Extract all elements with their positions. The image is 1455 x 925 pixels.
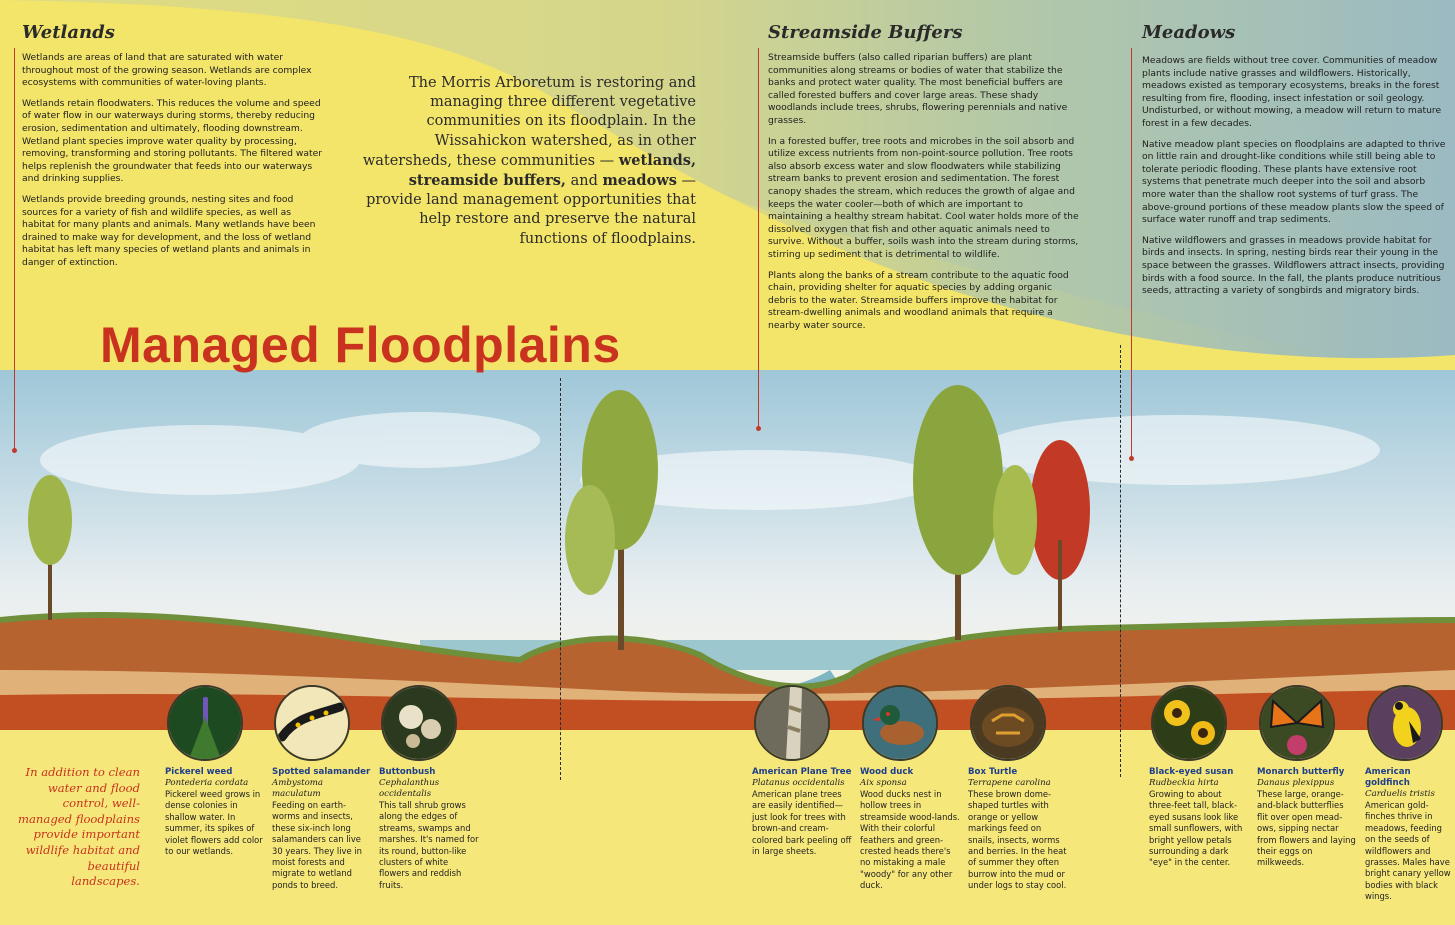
- species-description: Growing to about three-feet tall, black-eyed susans look like small sunflowers, with bright yellow petals surrounding a dark "eye" in the center.: [1149, 789, 1243, 868]
- species-description: This tall shrub grows along the edges of streams, swamps and marshes. It's named for its round, button-like clusters of white flowers and reddish fruits.: [379, 800, 479, 890]
- species-name: Black-eyed susan: [1149, 767, 1234, 777]
- species-name: American goldfinch: [1365, 767, 1411, 788]
- intro-text: [360, 74, 696, 249]
- intro-part: — provide land management opportunities that help restore and preserve the natural functions of floodplains.: [366, 173, 696, 247]
- wetlands-paragraph: Wetlands retain floodwaters. This reduces the volume and speed of water flow in our waterways during storms, thereby reducing erosion, sedimentation and ultimately, flooding downstream. Wetland plant species improve water quality by processing, removing, transforming and storing pollutants. The filtered water helps replenish the groundwater that feeds into our waterways and drinking supplies.: [22, 97, 322, 185]
- monarch-photo: [1259, 685, 1335, 761]
- species-card-box-turtle: [968, 685, 1068, 892]
- species-card-wood-duck: [860, 685, 960, 892]
- buffers-title: Streamside Buffers: [768, 22, 963, 43]
- meadows-marker-dot: [1129, 456, 1134, 461]
- species-description: Feeding on earth-worms and insects, these six-inch long salamanders can live 30 years. They live in moist forests and migrate to wetland ponds to breed.: [272, 800, 362, 890]
- buffers-marker-line: [758, 48, 759, 428]
- buffers-text: [768, 52, 1080, 340]
- species-scientific-name: Cephalanthus occidentalis: [379, 778, 440, 799]
- species-scientific-name: Danaus plexippus: [1257, 778, 1335, 788]
- species-description: These brown dome-shaped turtles with orange or yellow markings feed on snails, insects, worms and berries. In the heat of summer they often burrow into the mud or under logs to stay cool.: [968, 789, 1067, 891]
- goldfinch-photo: [1367, 685, 1443, 761]
- species-card-black-eyed-susan: [1149, 685, 1249, 869]
- species-card-monarch-butterfly: [1257, 685, 1357, 869]
- divider-wetland-buffer: [560, 378, 561, 780]
- species-description: Pickerel weed grows in dense colonies in shallow water. In summer, its spikes of violet flowers add color to our wetlands.: [165, 789, 263, 857]
- buttonbush-photo: [381, 685, 457, 761]
- species-description: American plane trees are easily identified—just look for trees with brown-and cream-colored bark peeling off in large sheets.: [752, 789, 852, 857]
- page-title: Managed Floodplains: [100, 317, 621, 373]
- species-card-pickerel-weed: [165, 685, 265, 857]
- salamander-photo: [274, 685, 350, 761]
- wetlands-paragraph: Wetlands provide breeding grounds, nesting sites and food sources for a variety of fish and wildlife species, as well as habitat for many plants and animals. Many wetlands have been drained to make way for development, and the loss of wetland habitat has left many species of wetland plants and animals in danger of extinction.: [22, 193, 316, 268]
- wetlands-marker-dot: [12, 448, 17, 453]
- meadows-title: Meadows: [1142, 22, 1236, 43]
- intro-part: The Morris Arboretum is restoring and managing three different vegetative communities on its floodplain. In the Wissahickon watershed, as in other watersheds, these communities —: [362, 75, 696, 169]
- species-scientific-name: Platanus occidentalis: [752, 778, 845, 788]
- species-card-american-goldfinch: [1365, 685, 1453, 903]
- species-scientific-name: Ambystoma maculatum: [272, 778, 324, 799]
- meadows-paragraph: Meadows are fields without tree cover. Communities of meadow plants include native grasses and wildflowers. Historically, meadows existed as temporary ecosystems, breaks in the forest resulting from fire, flooding, insect infestation or soil geology. Undisturbed, or without mowing, a meadow will return to mature forest in a few decades.: [1142, 55, 1442, 129]
- black-eyed-susan-photo: [1151, 685, 1227, 761]
- species-name: Spotted salamander: [272, 767, 371, 777]
- plane-tree-photo: [754, 685, 830, 761]
- wood-duck-photo: [862, 685, 938, 761]
- species-name: Wood duck: [860, 767, 914, 777]
- species-card-american-plane-tree: [752, 685, 852, 857]
- wetlands-title: Wetlands: [22, 22, 115, 43]
- intro-bold: meadows: [602, 172, 677, 190]
- buffers-paragraph: Plants along the banks of a stream contribute to the aquatic food chain, providing shelter for aquatic species by adding organic debris to the water. Streamside buffers improve the habitat for stream-dwelling animals and woodland animals that require a nearby water source.: [768, 269, 1069, 331]
- wetlands-marker-line: [14, 48, 15, 450]
- divider-buffer-meadow: [1120, 345, 1121, 777]
- meadows-paragraph: Native wildflowers and grasses in meadows provide habitat for birds and insects. In spring, nesting birds rear their young in the space between the grasses. Wildflowers attract insects, providing birds with a food source. In the fall, the plants produce nutritious seeds, attracting a variety of songbirds and migratory birds.: [1142, 234, 1445, 297]
- meadows-text: [1142, 55, 1447, 306]
- species-name: Monarch butterfly: [1257, 767, 1345, 777]
- species-description: American gold-finches thrive in meadows, feeding on the seeds of wildflowers and grasses. Males have bright canary yellow bodies with black wings.: [1365, 800, 1451, 902]
- species-scientific-name: Aix sponsa: [860, 778, 907, 788]
- side-note: In addition to clean water and flood control, well-managed floodplains provide important wildlife habitat and beautiful landscapes.: [18, 765, 140, 889]
- pickerel-weed-photo: [167, 685, 243, 761]
- intro-part: and: [565, 173, 603, 190]
- box-turtle-photo: [970, 685, 1046, 761]
- species-name: Pickerel weed: [165, 767, 233, 777]
- species-description: Wood ducks nest in hollow trees in streamside wood-lands. With their colorful feathers and green-crested heads there's no mistaking a male "woody" for any other duck.: [860, 789, 960, 891]
- species-description: These large, orange-and-black butterflies flit over open mead-ows, sipping nectar from flowers and laying their eggs on milkweeds.: [1257, 789, 1356, 868]
- species-scientific-name: Pontederia cordata: [165, 778, 249, 788]
- meadows-marker-line: [1131, 48, 1132, 458]
- species-name: Buttonbush: [379, 767, 436, 777]
- species-name: American Plane Tree: [752, 767, 852, 777]
- species-card-buttonbush: [379, 685, 479, 891]
- wetlands-text: [22, 52, 324, 278]
- species-name: Box Turtle: [968, 767, 1018, 777]
- intro-bold: wetlands, streamside buffers,: [408, 151, 696, 190]
- wetlands-paragraph: Wetlands are areas of land that are saturated with water throughout most of the growing season. Wetlands are complex ecosystems with communities of water-loving plants.: [22, 52, 312, 89]
- buffers-paragraph: Streamside buffers (also called riparian buffers) are plant communities along streams or bodies of water that stabilize the banks and protect water quality. The most beneficial buffers are called forested buffers and cover large areas. These shady woodlands include trees, shrubs, flowering perennials and native grasses.: [768, 52, 1068, 126]
- species-scientific-name: Rudbeckia hirta: [1149, 778, 1219, 788]
- buffers-marker-dot: [756, 426, 761, 431]
- species-card-spotted-salamander: [272, 685, 372, 891]
- species-scientific-name: Carduelis tristis: [1365, 789, 1435, 799]
- species-scientific-name: Terrapene carolina: [968, 778, 1051, 788]
- buffers-paragraph: In a forested buffer, tree roots and microbes in the soil absorb and utilize excess nutrients from non-point-source pollution. Tree roots also absorb excess water and slow floodwaters while stabilizing stream banks to prevent erosion and sedimentation. The forest canopy shades the stream, which reduces the growth of algae and keeps the water cooler—both of which are important to maintaining a healthy stream habitat. Cool water holds more of the dissolved oxygen that fish and other aquatic animals need to survive. Without a buffer, soils wash into the stream during storms, stirring up sediment that is detrimental to wildlife.: [768, 135, 1079, 260]
- meadows-paragraph: Native meadow plant species on floodplains are adapted to thrive on little rain and drought-like conditions while still being able to tolerate periodic flooding. These plants have extensive root systems that penetrate much deeper into the soil and absorb more water than the shallow root systems of turf grass. The above-ground portions of these meadow plants slow the speed of surface water runoff and trap sediments.: [1142, 138, 1446, 226]
